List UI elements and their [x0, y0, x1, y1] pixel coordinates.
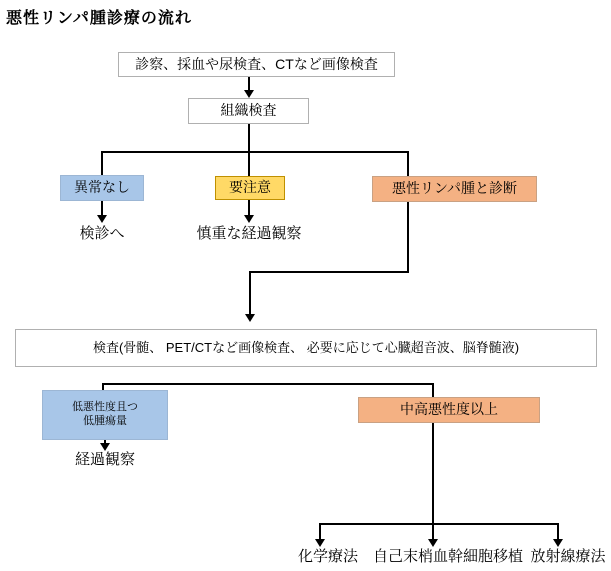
- text-to-screening: 検診へ: [79, 225, 125, 242]
- node-low-grade-line1: 低悪性度且つ: [72, 401, 138, 414]
- arrowhead-screening: [97, 215, 107, 223]
- connector-diagnosis-elbow: [249, 271, 409, 273]
- node-intermediate-high-grade: [358, 397, 540, 423]
- arrowhead-radiotherapy: [553, 539, 563, 547]
- arrowhead-observation: [100, 443, 110, 451]
- connector-diagnosis-down: [407, 202, 409, 273]
- node-staging-tests: [15, 329, 597, 367]
- connector-normal-down: [101, 201, 103, 216]
- connector-to-staging: [249, 271, 251, 316]
- text-chemotherapy: 化学療法: [297, 548, 358, 565]
- connector-radio-down: [557, 523, 559, 539]
- arrowhead-staging: [245, 314, 255, 322]
- node-tissue-exam-label: 組織検査: [220, 102, 277, 119]
- node-tissue-exam: [188, 98, 309, 124]
- connector-treatment-branch: [319, 523, 559, 525]
- arrowhead-careful: [244, 215, 254, 223]
- text-observation: 経過観察: [74, 451, 135, 468]
- connector-branch-top: [101, 151, 409, 153]
- text-auto-pbsct: 自己末梢血幹細胞移植: [372, 548, 523, 565]
- arrowhead-chemotherapy: [315, 539, 325, 547]
- connector-branch-center: [248, 151, 250, 176]
- arrowhead-pbsct: [428, 539, 438, 547]
- node-diagnosed-lymphoma-label: 悪性リンパ腫と診断: [391, 180, 518, 197]
- node-caution: [215, 176, 285, 200]
- text-careful-observation: 慎重な経過観察: [196, 225, 302, 242]
- node-no-abnormality: [60, 175, 144, 201]
- connector-grade-right: [432, 383, 434, 398]
- node-no-abnormality-label: 異常なし: [74, 179, 130, 196]
- node-initial-exam: [118, 52, 395, 77]
- node-diagnosed-lymphoma: [372, 176, 537, 202]
- text-radiotherapy: 放射線療法: [530, 548, 606, 565]
- connector-highgrade-down: [432, 423, 434, 525]
- page-title: 悪性リンパ腫診療の流れ: [6, 10, 192, 27]
- node-intermediate-high-grade-label: 中高悪性度以上: [400, 401, 498, 418]
- node-staging-tests-label: 検査(骨髄、 PET/CTなど画像検査、 必要に応じて心臓超音波、脳脊髄液): [92, 339, 520, 355]
- connector-grade-branch: [102, 383, 434, 385]
- node-initial-exam-label: 診察、採血や尿検査、CTなど画像検査: [135, 55, 378, 72]
- connector-pbsct-down: [432, 523, 434, 539]
- connector-chemo-down: [319, 523, 321, 539]
- connector-tissue-down: [248, 124, 250, 152]
- node-caution-label: 要注意: [229, 179, 271, 196]
- node-low-grade-low-burden: [42, 390, 168, 440]
- connector-branch-left: [101, 151, 103, 175]
- node-low-grade-line2: 低腫瘍量: [83, 415, 127, 427]
- arrowhead-tissue: [244, 90, 254, 98]
- connector-branch-right: [407, 151, 409, 176]
- connector-caution-down: [248, 200, 250, 216]
